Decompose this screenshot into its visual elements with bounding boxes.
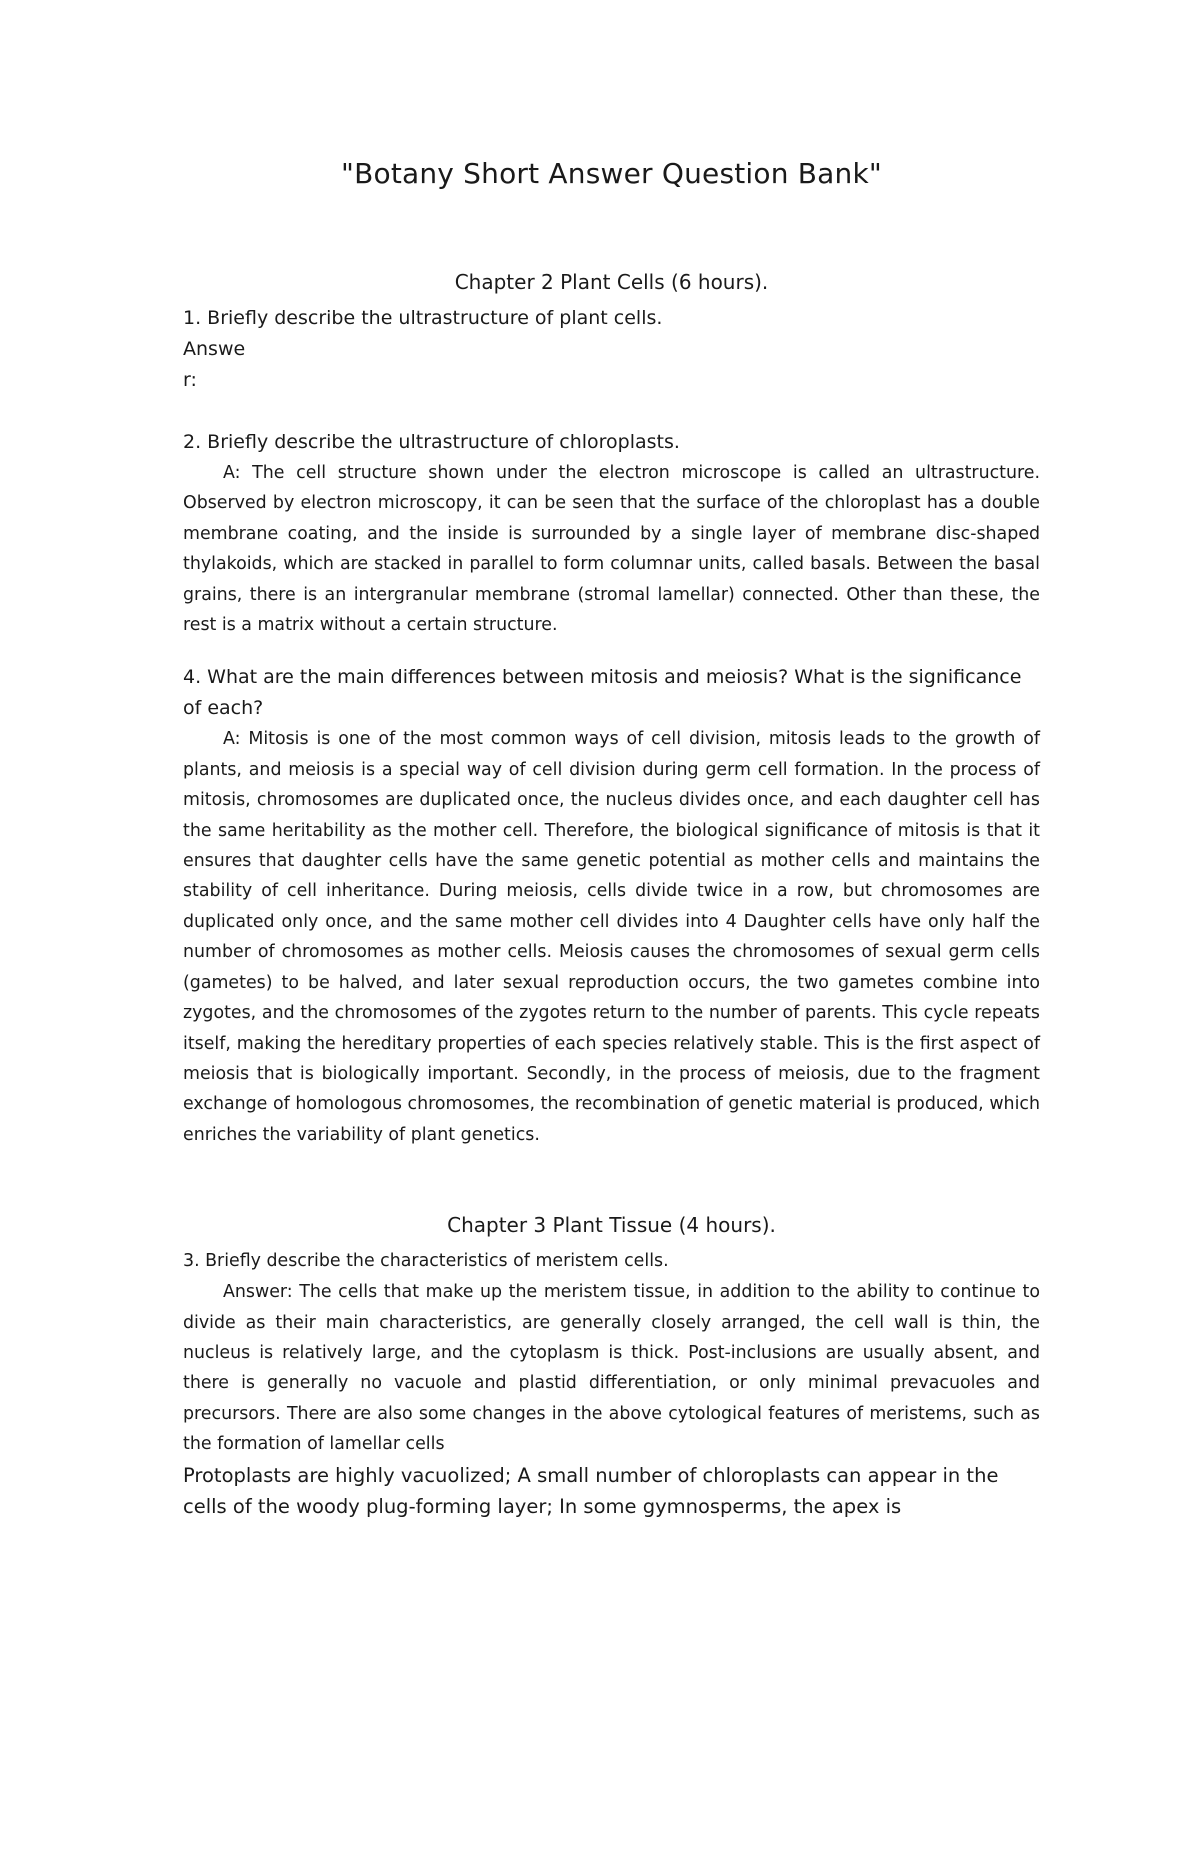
chapter-3-heading: Chapter 3 Plant Tissue (4 hours). — [447, 1213, 776, 1238]
document-title: "Botany Short Answer Question Bank" — [341, 157, 882, 190]
question-2: 2. Briefly describe the ultrastructure of chloroplasts. — [183, 431, 680, 453]
question-1: 1. Briefly describe the ultrastructure of plant cells. — [183, 307, 663, 329]
answer-4: A: Mitosis is one of the most common ways of cell division, mitosis leads to the growth of plants, and meiosis is a special way of cell division during germ cell formation. In the process of mitosis, chromosomes are duplicated once, the nucleus divides once, and each daughter cell has the same heritability as the mother cell. Therefore, the biological significance of mitosis is that it ensures that daughter cells have the same genetic potential as mother cells and maintains the stability of cell inheritance. During meiosis, cells divide twice in a row, but chromosomes are duplicated only once, and the same mother cell divides into 4 Daughter cells have only half the number of chromosomes as mother cells. Meiosis causes the chromosomes of sexual germ cells (gametes) to be halved, and later sexual reproduction occurs, the two gametes combine into zygotes, and the chromosomes of the zygotes return to the number of parents. This cycle repeats itself, making the hereditary properties of each species relatively stable. This is the first aspect of meiosis that is biologically important. Secondly, in the process of meiosis, due to the fragment exchange of homologous chromosomes, the recombination of genetic material is produced, which enriches the variability of plant genetics. — [183, 729, 1040, 1145]
question-3: 3. Briefly describe the characteristics of meristem cells. — [183, 1251, 669, 1272]
answer-1-label: Answer: — [183, 338, 246, 391]
document-page — [0, 154, 1200, 1852]
answer-3: Answer: The cells that make up the meristem tissue, in addition to the ability to continue to divide as their main characteristics, are generally closely arranged, the cell wall is thin, the nucleus is relatively large, and the cytoplasm is thick. Post-inclusions are usually absent, and there is generally no vacuole and plastid differentiation, or only minimal prevacuoles and precursors. There are also some changes in the above cytological features of meristems, such as the formation of lamellar cells — [183, 1282, 1040, 1455]
chapter-2-heading: Chapter 2 Plant Cells (6 hours). — [454, 270, 769, 294]
question-4: 4. What are the main differences between mitosis and meiosis? What is the significance of each? — [183, 666, 1022, 720]
answer-3-continuation: Protoplasts are highly vacuolized; A small number of chloroplasts can appear in the cells of the woody plug-forming layer; In some gymnosperms, the apex is — [183, 1463, 999, 1518]
answer-2: A: The cell structure shown under the electron microscope is called an ultrastructure. Observed by electron microscopy, it can be seen that the surface of the chloroplast has a double membrane coating, and the inside is surrounded by a single layer of membrane disc-shaped thylakoids, which are stacked in parallel to form columnar units, called basals. Between the basal grains, there is an intergranular membrane (stromal lamellar) connected. Other than these, the rest is a matrix without a certain structure. — [183, 463, 1040, 636]
